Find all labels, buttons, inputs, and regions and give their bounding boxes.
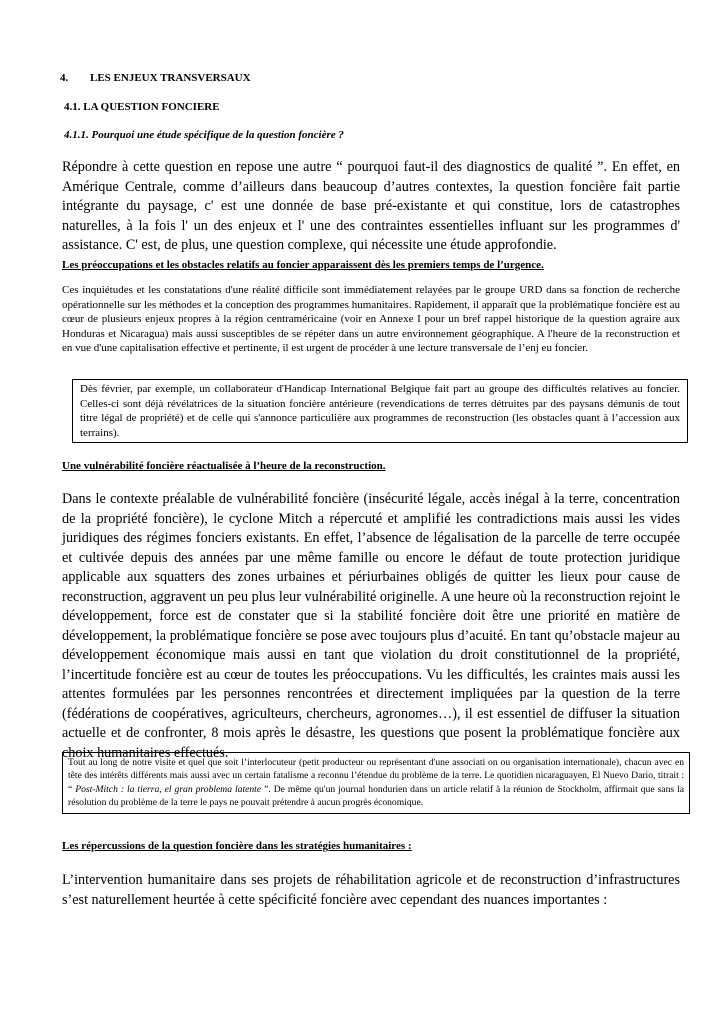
- callout-text-before: Tout au long de notre visite et quel que soit l’interlocuteur (petit producteur ou représentant d'une associati on ou organisation internationale), chacun avec en tête des intérêts différents mais aussi avec un certain fatalisme a reconnu l’étendue du problème de la terre. Le quotidien nicaraguayen, El Nuevo Dario, titrait : “: [68, 757, 684, 795]
- section-heading-4-1-1: 4.1.1. Pourquoi une étude spécifique de la question foncière ?: [64, 129, 344, 141]
- subheading-repercussions: Les répercussions de la question foncière dans les stratégies humanitaires :: [62, 840, 412, 852]
- paragraph-vulnerabilite: Dans le contexte préalable de vulnérabilité foncière (insécurité légale, accès inégal à la terre, concentration de la propriété foncière), le cyclone Mitch a répercuté et amplifié les contradictions mais aussi les vides juridiques des régimes fonciers existants. En effet, l’absence de légalisation de la parcelle de terre occupée et cultivée depuis des années par une même famille ou encore le défaut de toute protection juridique applicable aux squatters des zones urbaines et périurbaines obligés de quitter les lieux pour cause de reconstruction, aggravent un peu plus leur vulnérabilité originelle. A une heure où la reconstruction rejoint le développement, force est de constater que si la stabilité foncière doit être une priorité en matière de développement, la problématique foncière se pose avec toujours plus d’acuité. En tant qu’obstacle majeur au développement économique mais aussi en tant que violation du droit constitutionnel de la propriété, l’incertitude foncière est au cœur de toutes les préoccupations. Vu les difficultés, les craintes mais aussi les attentes formulées par les personnes rencontrées et directement impliquées par la question de la terre (fédérations de coopératives, agriculteurs, chercheurs, agronomes…), il est essentiel de diffuser la situation actuelle et de confronter, 8 mois après le désastre, les questions que posent la problématique foncière aux choix humanitaires effectués.: [62, 491, 680, 761]
- section-number: 4.: [60, 72, 69, 84]
- subheading-preoccupations: Les préoccupations et les obstacles relatifs au foncier apparaissent dès les premiers temps de l’urgence.: [62, 259, 544, 271]
- callout-box-handicap-international: Dès février, par exemple, un collaborateur d'Handicap International Belgique fait part au groupe des difficultés relatives au foncier. Celles-ci sont déjà révélatrices de la situation foncière antérieure (revendications de terres détruites par des paysans démunis de tout titre légal de propriété) et de celle qui s'annonce particulière aux programmes de reconstruction (les obstacles quant à l’accession aux terrains).: [72, 379, 688, 443]
- section-heading-4-1: 4.1. LA QUESTION FONCIERE: [64, 101, 220, 113]
- section-heading-4: [60, 72, 251, 84]
- subheading-vulnerabilite: Une vulnérabilité foncière réactualisée à l’heure de la reconstruction.: [62, 460, 386, 472]
- section-title: LES ENJEUX TRANSVERSAUX: [90, 72, 251, 84]
- paragraph-preoccupations: Ces inquiétudes et les constatations d'une réalité difficile sont immédiatement relayées par le groupe URD dans sa fonction de recherche opérationnelle sur les méthodes et la conception des programmes humanitaires. Rapidement, il apparaît que la problématique foncière est au cœur de plusieurs enjeux propres à la région centraméricaine (voir en Annexe I pour un bref rappel historique de la question agraire aux Honduras et Nicaragua) mais aussi susceptibles de se répéter dans un autre environnement géographique. A l'heure de la reconstruction et en vue d'une capitalisation effective et pertinente, il est urgent de procéder à une lecture transversale de l’enj eu foncier.: [62, 284, 680, 354]
- callout-text-after: ”. De même qu'un journal hondurien dans un article relatif à la réunion de Stockholm, affirmait que sans la résolution du problème de la terre le pays ne pouvait prétendre à aucun progrès économique.: [68, 783, 684, 809]
- paragraph-repercussions: L’intervention humanitaire dans ses projets de réhabilitation agricole et de reconstruction d’infrastructures s’est naturellement heurtée à cette spécificité foncière avec cependant des nuances importantes :: [62, 872, 680, 908]
- newspaper-headline: Post-Mitch : la tierra, el gran problema latente: [75, 783, 262, 795]
- callout-box-interlocuteurs: [62, 752, 690, 814]
- intro-paragraph: Répondre à cette question en repose une autre “ pourquoi faut-il des diagnostics de qualité ”. En effet, en Amérique Centrale, comme d’ailleurs dans beaucoup d’autres contextes, la question foncière fait partie intégrante du paysage, c' est une donnée de base pré-existante et qui constitue, lors de catastrophes naturelles, à la fois l' un des enjeux et l' une des contraintes essentielles influant sur les programmes d' assistance. C' est, de plus, une question complexe, qui nécessite une étude approfondie.: [62, 159, 680, 253]
